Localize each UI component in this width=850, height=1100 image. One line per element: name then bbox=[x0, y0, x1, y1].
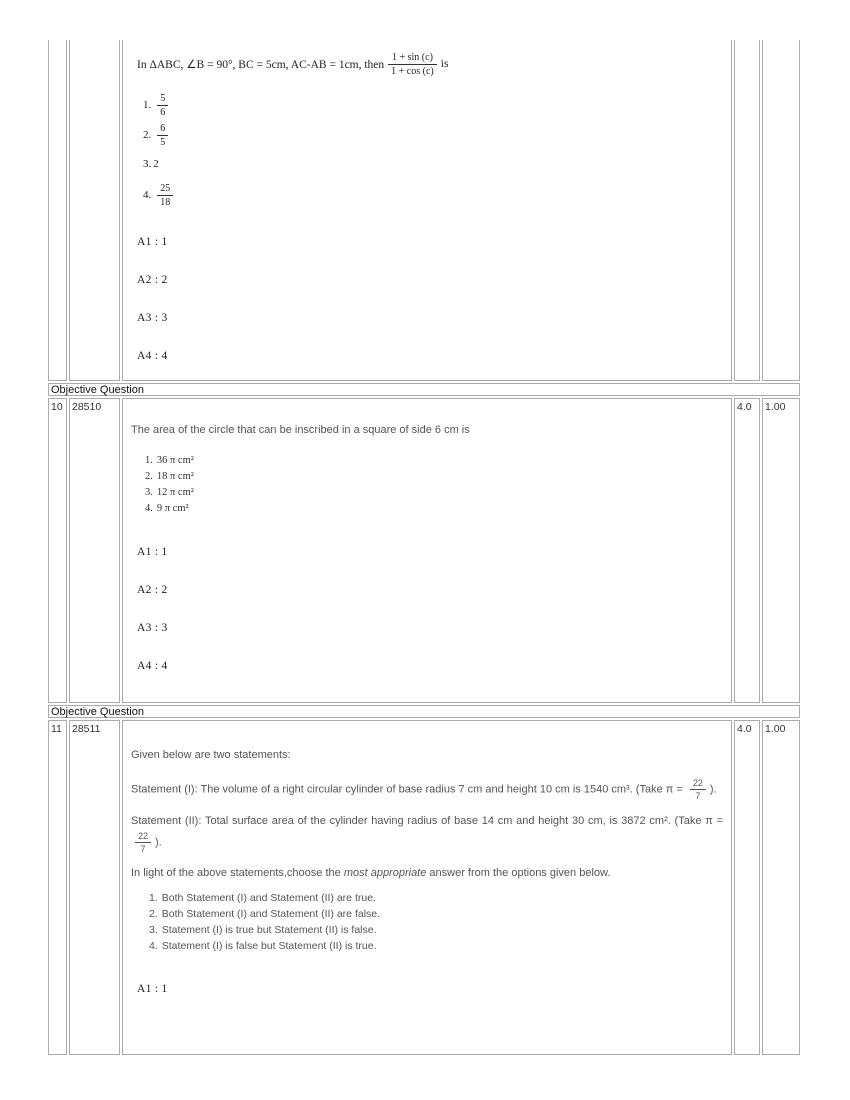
option-2 bbox=[145, 469, 723, 485]
fraction-numerator: 1 + sin (c) bbox=[388, 52, 437, 65]
fraction bbox=[388, 52, 437, 77]
question-stem bbox=[137, 52, 723, 76]
marks: 4.0 bbox=[734, 398, 760, 703]
closing-text: answer from the options given below. bbox=[426, 867, 611, 879]
option-label: 2. bbox=[145, 471, 153, 482]
marks: 4.0 bbox=[734, 720, 760, 1055]
option-label: 1. bbox=[143, 99, 152, 111]
section-label: Objective Question bbox=[48, 705, 800, 718]
fraction bbox=[157, 183, 173, 208]
option-value: Statement (I) is false but Statement (II) is true. bbox=[161, 940, 377, 952]
option-value: 9 π cm² bbox=[156, 503, 189, 514]
section-header-row bbox=[48, 705, 800, 718]
option-value: 18 π cm² bbox=[156, 471, 194, 482]
option-value: Both Statement (I) and Statement (II) are true. bbox=[161, 892, 376, 904]
statement-text: Statement (I): The volume of a right circular cylinder of base radius 7 cm and height 10 cm is 1540 cm³. (Take π = bbox=[131, 783, 686, 796]
question-table bbox=[48, 40, 800, 1057]
answer-keys bbox=[137, 983, 723, 996]
question-id: 28511 bbox=[69, 720, 120, 1055]
fraction-numerator: 6 bbox=[157, 123, 168, 136]
answer-key: A3 : 3 bbox=[137, 622, 168, 634]
option-2 bbox=[143, 123, 723, 147]
option-4 bbox=[145, 501, 723, 517]
answer-key: A1 : 1 bbox=[137, 983, 168, 995]
answer-key: A1 : 1 bbox=[137, 236, 168, 248]
answer-keys bbox=[137, 236, 723, 363]
question-body-cell bbox=[122, 398, 732, 703]
answer-key: A2 : 2 bbox=[137, 274, 168, 286]
answer-key: A3 : 3 bbox=[137, 312, 168, 324]
fraction-denominator: 7 bbox=[695, 791, 701, 801]
closing-emphasis: most appropriate bbox=[343, 867, 427, 879]
question-number: 10 bbox=[48, 398, 67, 703]
option-label: 2. bbox=[149, 908, 158, 920]
option-label: 3. bbox=[143, 157, 152, 170]
statement-1 bbox=[131, 778, 723, 801]
option-4 bbox=[149, 938, 723, 954]
fraction bbox=[157, 123, 168, 148]
question-row-10 bbox=[48, 398, 800, 703]
option-1 bbox=[149, 890, 723, 906]
options-list bbox=[149, 890, 723, 954]
question-body-cell bbox=[122, 720, 732, 1055]
fraction-denominator: 6 bbox=[160, 106, 166, 118]
stem-text: is bbox=[440, 58, 449, 70]
fraction bbox=[135, 831, 151, 854]
options-list bbox=[143, 93, 723, 207]
option-label: 1. bbox=[145, 455, 153, 466]
option-value: Statement (I) is true but Statement (II) is false. bbox=[161, 924, 377, 936]
option-label: 4. bbox=[145, 503, 153, 514]
option-value: 2 bbox=[153, 157, 159, 170]
question-intro: Given below are two statements: bbox=[131, 749, 291, 761]
option-value: 12 π cm² bbox=[156, 487, 194, 498]
question-number-cell bbox=[48, 40, 67, 381]
fraction-numerator: 22 bbox=[135, 831, 151, 843]
option-label: 3. bbox=[145, 487, 153, 498]
negative-marks: 1.00 bbox=[762, 720, 800, 1055]
option-label: 4. bbox=[143, 189, 152, 201]
fraction bbox=[157, 93, 168, 118]
answer-key: A1 : 1 bbox=[137, 546, 168, 558]
statement-2 bbox=[131, 811, 723, 854]
question-row-11 bbox=[48, 720, 800, 1055]
option-label: 3. bbox=[149, 924, 158, 936]
fraction-numerator: 22 bbox=[690, 778, 706, 790]
fraction-denominator: 7 bbox=[140, 844, 146, 854]
answer-key: A4 : 4 bbox=[137, 660, 168, 672]
fraction-denominator: 5 bbox=[160, 136, 166, 148]
option-1 bbox=[143, 93, 723, 117]
section-label: Objective Question bbox=[48, 383, 800, 396]
options-list bbox=[145, 453, 723, 517]
option-label: 1. bbox=[149, 892, 158, 904]
option-label: 2. bbox=[143, 129, 152, 141]
statement-text: ). bbox=[709, 783, 717, 796]
question-stem: The area of the circle that can be inscribed in a square of side 6 cm is bbox=[131, 424, 470, 436]
option-value: 36 π cm² bbox=[156, 455, 194, 466]
negative-marks-cell bbox=[762, 40, 800, 381]
closing-instruction bbox=[131, 863, 723, 883]
question-body-cell bbox=[122, 40, 732, 381]
answer-key: A2 : 2 bbox=[137, 584, 168, 596]
question-number: 11 bbox=[48, 720, 67, 1055]
option-2 bbox=[149, 906, 723, 922]
section-header-row bbox=[48, 383, 800, 396]
marks-cell bbox=[734, 40, 760, 381]
fraction-denominator: 1 + cos (c) bbox=[391, 65, 434, 77]
option-label: 4. bbox=[149, 940, 158, 952]
option-1 bbox=[145, 453, 723, 469]
option-3 bbox=[145, 485, 723, 501]
option-3 bbox=[149, 922, 723, 938]
question-id-cell bbox=[69, 40, 120, 381]
option-4 bbox=[143, 183, 723, 207]
stem-text: In ΔABC, ∠B = 90°, BC = 5cm, AC-AB = 1cm, then bbox=[137, 59, 385, 71]
option-value: Both Statement (I) and Statement (II) are false. bbox=[161, 908, 381, 920]
fraction-numerator: 25 bbox=[157, 183, 173, 196]
closing-text: In light of the above statements,choose the bbox=[131, 867, 344, 879]
fraction-numerator: 5 bbox=[157, 93, 168, 106]
fraction bbox=[690, 778, 706, 801]
fraction-denominator: 18 bbox=[160, 196, 171, 208]
statement-text: Statement (II): Total surface area of the cylinder having radius of base 14 cm and height 30 cm, is 3872 cm². (Take π = bbox=[131, 815, 723, 827]
statement-text: ). bbox=[155, 836, 162, 849]
question-id: 28510 bbox=[69, 398, 120, 703]
negative-marks: 1.00 bbox=[762, 398, 800, 703]
answer-key: A4 : 4 bbox=[137, 350, 168, 362]
answer-keys bbox=[137, 546, 723, 673]
option-3 bbox=[143, 157, 723, 170]
question-row-9 bbox=[48, 40, 800, 381]
